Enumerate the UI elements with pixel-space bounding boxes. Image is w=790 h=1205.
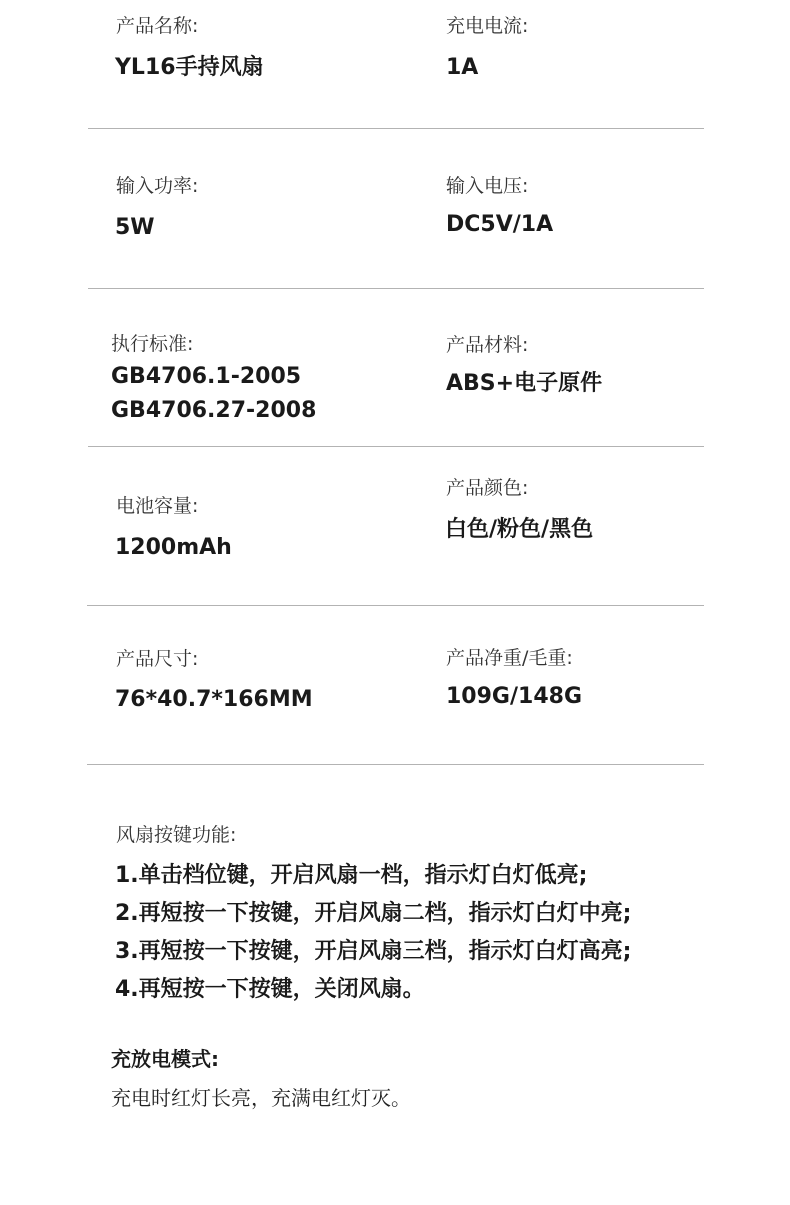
spec-label-size: 产品尺寸:: [116, 648, 199, 670]
spec-label-product-name: 产品名称:: [116, 15, 199, 37]
spec-value-input-power: 5W: [115, 215, 155, 240]
function-item: 1.单击档位键，开启风扇一档，指示灯白灯低亮;: [115, 863, 588, 888]
row-divider: [88, 128, 704, 129]
spec-value-product-name: YL16手持风扇: [115, 55, 264, 80]
function-item: 3.再短按一下按键，开启风扇三档，指示灯白灯高亮;: [115, 939, 632, 964]
function-item: 4.再短按一下按键，关闭风扇。: [115, 977, 425, 1002]
spec-value-weight: 109G/148G: [446, 684, 582, 709]
spec-value-size: 76*40.7*166MM: [115, 687, 313, 712]
spec-value-charge-current: 1A: [446, 55, 479, 80]
spec-value-material: ABS+电子原件: [446, 371, 603, 396]
spec-value-input-voltage: DC5V/1A: [446, 212, 554, 237]
spec-label-color: 产品颜色:: [446, 477, 529, 499]
spec-label-battery: 电池容量:: [116, 495, 199, 517]
row-divider: [88, 446, 704, 447]
row-divider: [88, 288, 704, 289]
spec-label-input-power: 输入功率:: [116, 175, 199, 197]
charging-mode-title: 充放电模式:: [111, 1047, 219, 1071]
spec-label-standard: 执行标准:: [111, 333, 194, 355]
spec-label-charge-current: 充电电流:: [446, 15, 529, 37]
spec-label-material: 产品材料:: [446, 334, 529, 356]
row-divider: [87, 605, 704, 606]
spec-label-input-voltage: 输入电压:: [446, 175, 529, 197]
charging-mode-text: 充电时红灯长亮，充满电红灯灭。: [111, 1086, 411, 1110]
spec-label-weight: 产品净重/毛重:: [446, 647, 573, 669]
spec-value-standard-2: GB4706.27-2008: [111, 398, 317, 423]
spec-value-battery: 1200mAh: [115, 535, 232, 560]
spec-value-color: 白色/粉色/黑色: [445, 517, 594, 542]
functions-label: 风扇按键功能:: [116, 824, 237, 846]
function-item: 2.再短按一下按键，开启风扇二档，指示灯白灯中亮;: [115, 901, 632, 926]
row-divider: [87, 764, 704, 765]
spec-value-standard-1: GB4706.1-2005: [111, 364, 302, 389]
